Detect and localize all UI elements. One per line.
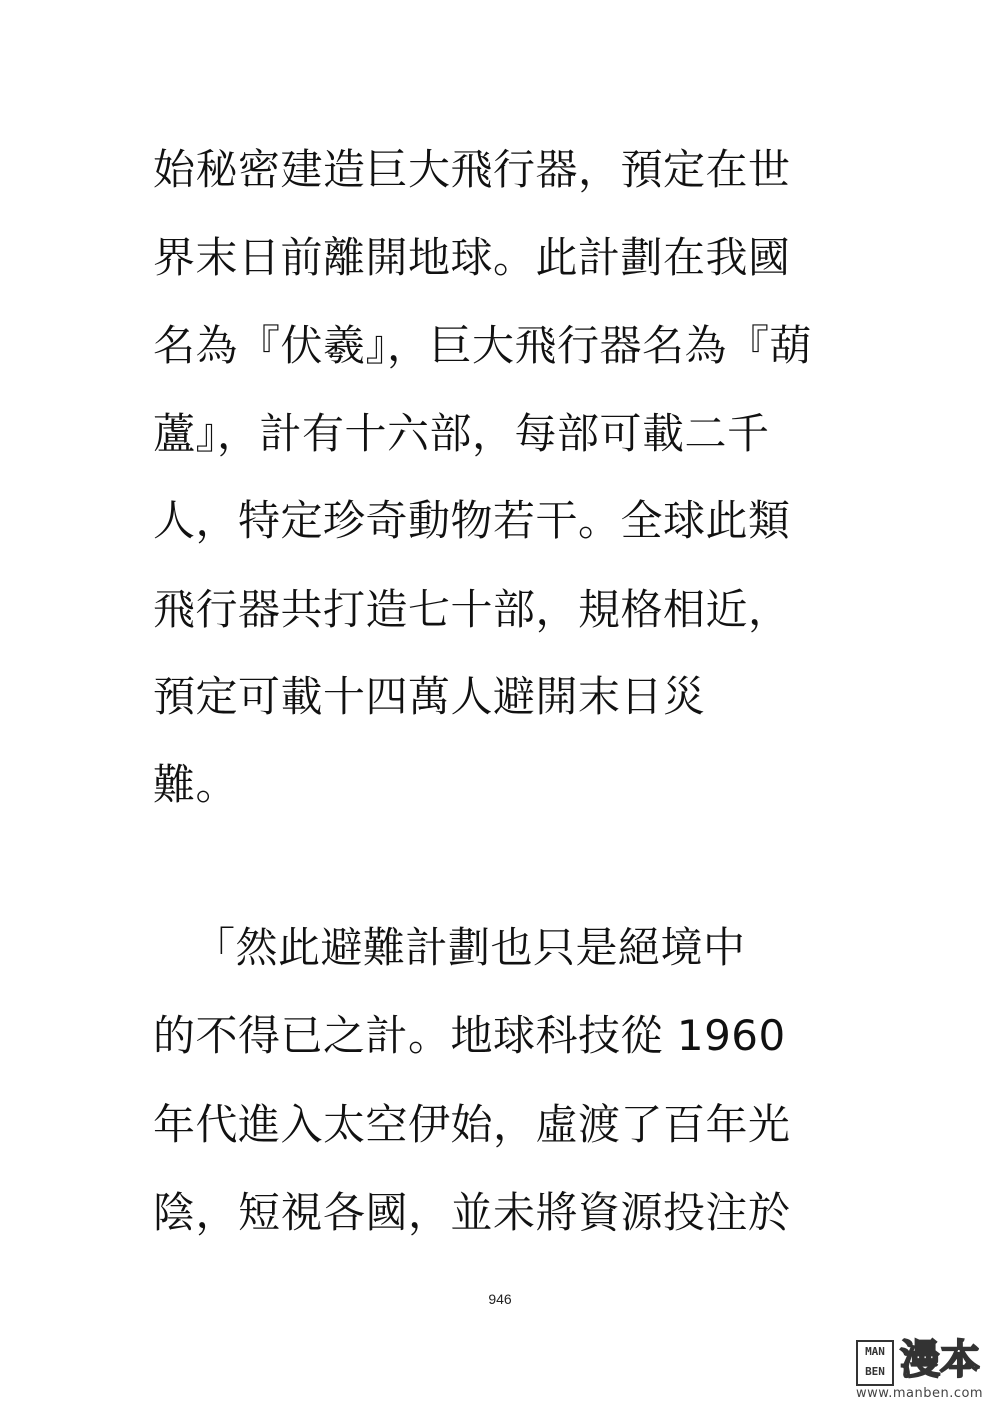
text-line: 「然此避難計劃也只是絕境中 <box>193 923 746 972</box>
text-line: 始秘密建造巨大飛行器，預定在世 <box>153 145 791 194</box>
text-line: 年代進入太空伊始，虛渡了百年光 <box>153 1100 791 1149</box>
watermark-title: 漫本 <box>900 1337 980 1383</box>
text-line: 的不得已之計。地球科技從 1960 <box>153 1011 786 1060</box>
text-line: 陰，短視各國，並未將資源投注於 <box>153 1188 791 1237</box>
watermark-seal: MAN BEN <box>856 1340 894 1386</box>
text-line: 界末日前離開地球。此計劃在我國 <box>153 233 791 282</box>
watermark-url: www.manben.com <box>856 1386 984 1401</box>
text-line: 蘆』，計有十六部，每部可載二千 <box>153 409 770 458</box>
page-number: 946 <box>488 1291 512 1307</box>
watermark-logo <box>856 1337 991 1401</box>
text-line: 難。 <box>153 760 239 809</box>
text-line: 人，特定珍奇動物若干。全球此類 <box>153 496 791 545</box>
text-line: 名為『伏羲』，巨大飛行器名為『葫 <box>153 321 813 370</box>
text-line: 預定可載十四萬人避開末日災 <box>153 672 706 721</box>
text-line: 飛行器共打造七十部，規格相近， <box>153 585 791 634</box>
